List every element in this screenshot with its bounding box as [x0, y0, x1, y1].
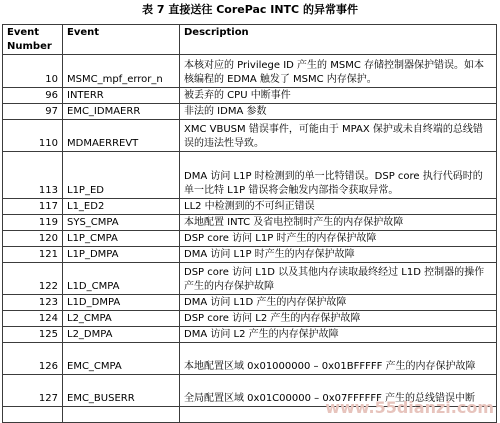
table-row — [3, 120, 497, 152]
table-row — [3, 247, 497, 263]
table-row — [3, 231, 497, 247]
event-description-cell: DSP core 访问 L1P 时产生的内存保护故障 — [180, 231, 497, 247]
table-row — [3, 55, 497, 88]
event-name-cell: L1D_DMPA — [63, 295, 180, 311]
event-number-cell: 119 — [3, 215, 63, 231]
table-row — [3, 199, 497, 215]
event-number-cell: 123 — [3, 295, 63, 311]
event-table — [2, 24, 497, 423]
table-row — [3, 263, 497, 295]
event-number-cell: 121 — [3, 247, 63, 263]
event-name-cell: INTERR — [63, 88, 180, 104]
event-number-cell: 96 — [3, 88, 63, 104]
event-description-cell: DMA 访问 L1P 时检测到的单一比特错误。DSP core 执行代码时的单一比特 L1P 错误将会触发内部指令获取异常。 — [180, 152, 497, 199]
event-number-cell: 122 — [3, 263, 63, 295]
event-number-cell: 110 — [3, 120, 63, 152]
table-row — [3, 295, 497, 311]
event-name-cell: L2_CMPA — [63, 311, 180, 327]
event-number-cell — [3, 407, 63, 423]
event-name-cell: EMC_CMPA — [63, 343, 180, 375]
event-name-cell: L1P_ED — [63, 152, 180, 199]
event-name-cell: L1P_DMPA — [63, 247, 180, 263]
header-description: Description — [180, 25, 497, 55]
event-number-cell: 126 — [3, 343, 63, 375]
event-description-cell: 本核对应的 Privilege ID 产生的 MSMC 存储控制器保护错误。如本核编程的 EDMA 触发了 MSMC 内存保护。 — [180, 55, 497, 88]
event-number-cell: 117 — [3, 199, 63, 215]
event-description-cell: LL2 中检测到的不可纠正错误 — [180, 199, 497, 215]
event-description-cell: DSP core 访问 L1D 以及其他内存读取最终经过 L1D 控制器的操作产生的内存保护故障 — [180, 263, 497, 295]
event-number-cell: 124 — [3, 311, 63, 327]
table-row — [3, 343, 497, 375]
event-number-cell: 10 — [3, 55, 63, 88]
table-row — [3, 88, 497, 104]
table-header-row — [3, 25, 497, 55]
event-name-cell: L1D_CMPA — [63, 263, 180, 295]
event-description-cell: 被丢弃的 CPU 中断事件 — [180, 88, 497, 104]
event-description-cell: 本地配置区域 0x01000000 – 0x01BFFFFF 产生的内存保护故障 — [180, 343, 497, 375]
table-body — [3, 55, 497, 423]
event-description-cell: 非法的 IDMA 参数 — [180, 104, 497, 120]
event-name-cell — [63, 407, 180, 423]
event-name-cell: EMC_IDMAERR — [63, 104, 180, 120]
table-row — [3, 104, 497, 120]
event-name-cell: SYS_CMPA — [63, 215, 180, 231]
header-event: Event — [63, 25, 180, 55]
event-number-cell: 127 — [3, 375, 63, 407]
event-name-cell: MDMAERREVT — [63, 120, 180, 152]
event-name-cell: L2_DMPA — [63, 327, 180, 343]
event-description-cell: 全局配置区域 0x01C00000 – 0x07FFFFFF 产生的总线错误中断 — [180, 375, 497, 407]
event-description-cell: XMC VBUSM 错误事件，可能由于 MPAX 保护或未自终端的总线错误的违法性导致。 — [180, 120, 497, 152]
event-number-cell: 120 — [3, 231, 63, 247]
table-row — [3, 311, 497, 327]
table-title: 表 7 直接送往 CorePac INTC 的异常事件 — [142, 3, 358, 16]
event-number-cell: 97 — [3, 104, 63, 120]
event-description-cell: DMA 访问 L2 产生的内存保护故障 — [180, 327, 497, 343]
event-name-cell: L1_ED2 — [63, 199, 180, 215]
event-description-cell: 本地配置 INTC 及省电控制时产生的内存保护故障 — [180, 215, 497, 231]
watermark: www.55dianzi.com — [325, 398, 494, 417]
event-name-cell: MSMC_mpf_error_n — [63, 55, 180, 88]
header-event-number: Event Number — [3, 25, 63, 55]
table-row — [3, 215, 497, 231]
event-description-cell: DMA 访问 L1P 时产生的内存保护故障 — [180, 247, 497, 263]
event-name-cell: EMC_BUSERR — [63, 375, 180, 407]
event-number-cell: 113 — [3, 152, 63, 199]
table-row — [3, 327, 497, 343]
event-description-cell: DSP core 访问 L2 产生的内存保护故障 — [180, 311, 497, 327]
table-row — [3, 152, 497, 199]
event-name-cell: L1P_CMPA — [63, 231, 180, 247]
event-number-cell: 125 — [3, 327, 63, 343]
event-description-cell: DMA 访问 L1D 产生的内存保护故障 — [180, 295, 497, 311]
